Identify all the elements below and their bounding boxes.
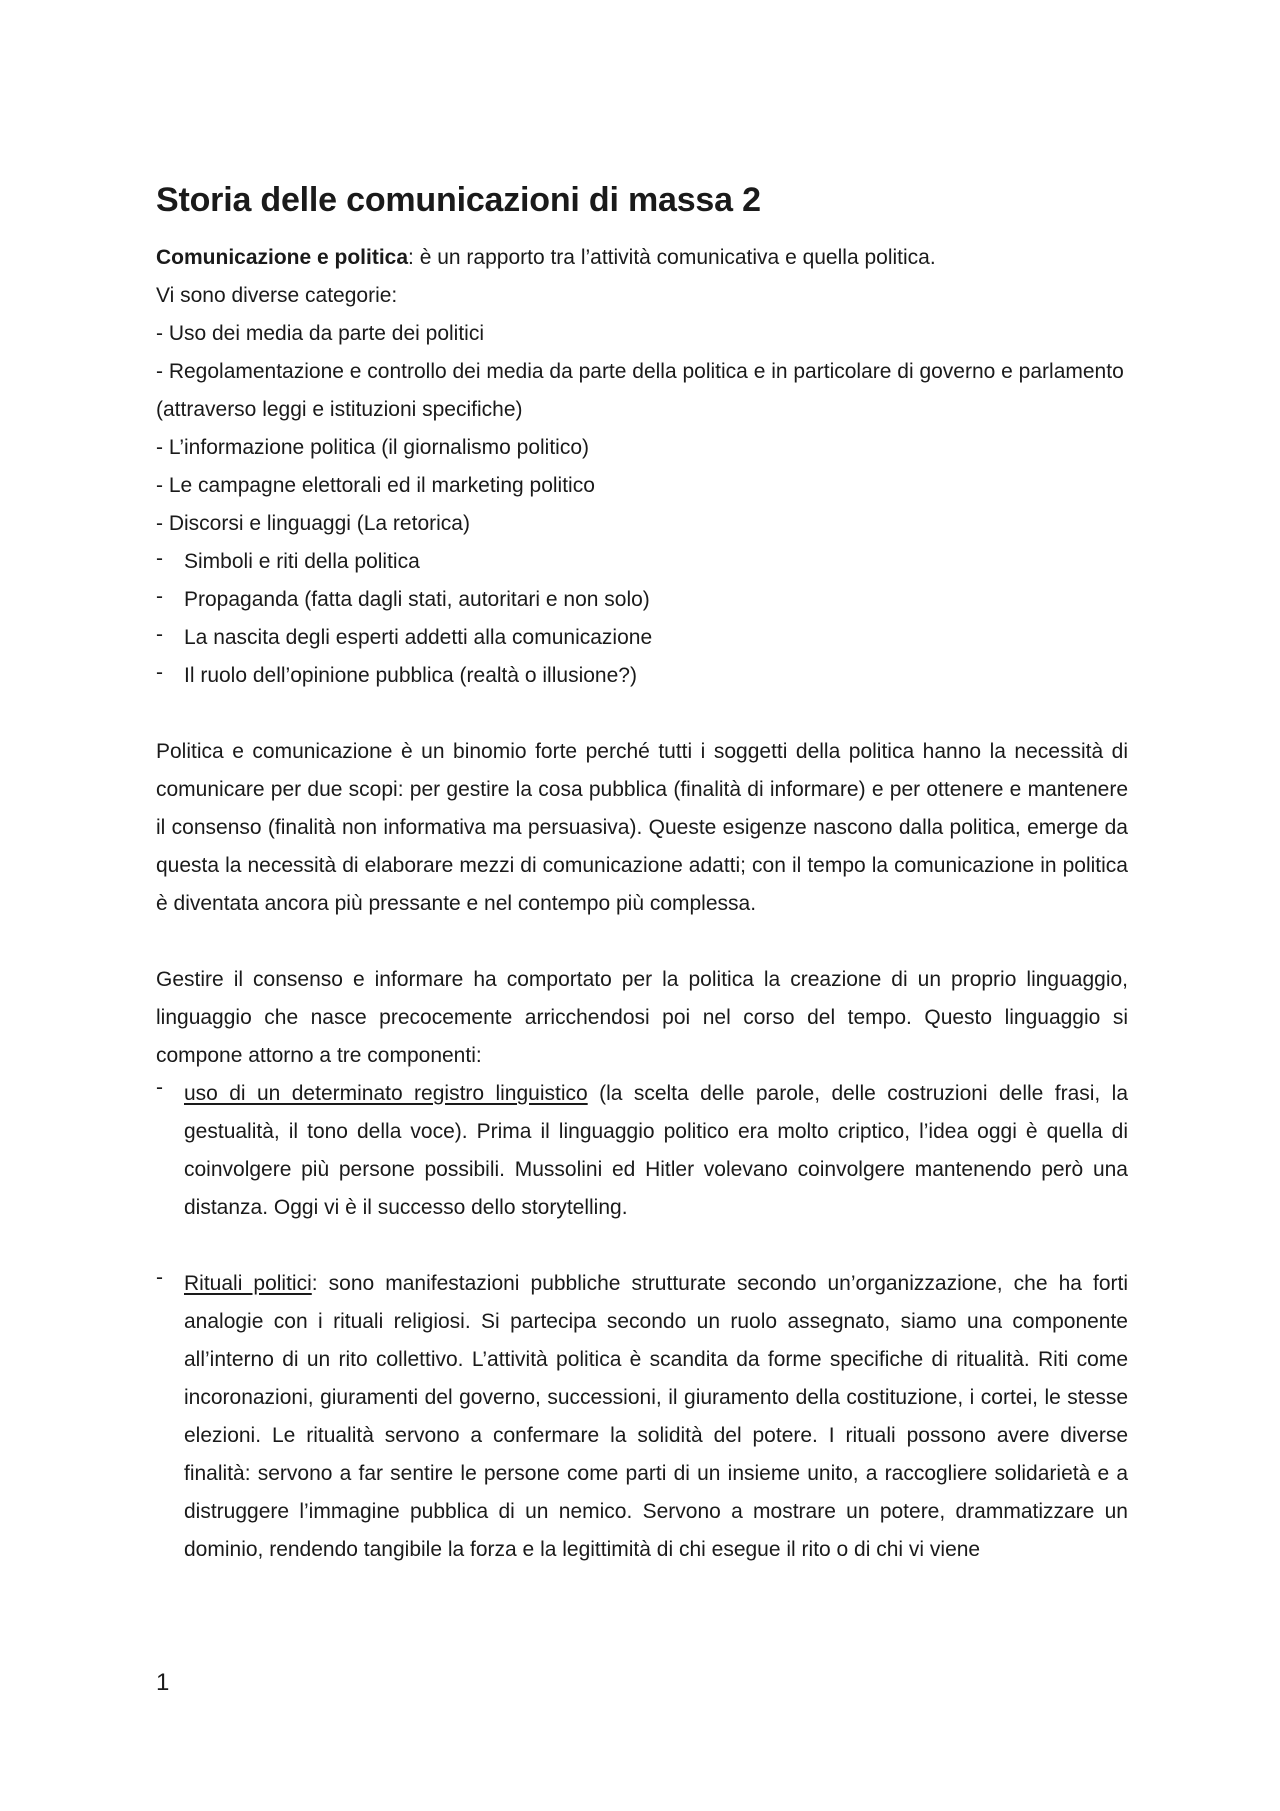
- document-page: [156, 178, 1128, 1569]
- component-term: Rituali politici: [184, 1272, 312, 1295]
- list-item-text: La nascita degli esperti addetti alla comunicazione: [184, 626, 653, 649]
- list-item: [156, 581, 1128, 619]
- component-text: (la scelta delle parole, delle costruzioni delle frasi, la gestualità, il tono della voce). Prima il linguaggio politico era molto criptico, l’idea oggi è quella di coinvolgere più persone possibili. Mussolini ed Hitler volevano coinvolgere mantenendo però una distanza. Oggi vi è il successo dello storytelling.: [184, 1082, 1128, 1219]
- page-number: 1: [156, 1669, 170, 1696]
- list-item: - Uso dei media da parte dei politici: [156, 322, 485, 345]
- categories-dashed-list: [156, 543, 1128, 695]
- dash-bullet: -: [156, 661, 163, 684]
- intro-term: Comunicazione e politica: [156, 246, 409, 269]
- categories-plain-list: [156, 315, 1128, 543]
- dash-bullet: -: [156, 585, 163, 608]
- categories-intro: Vi sono diverse categorie:: [156, 284, 398, 307]
- component-text: : sono manifestazioni pubbliche strutturate secondo un’organizzazione, che ha forti analogie con i rituali religiosi. Si partecipa secondo un ruolo assegnato, siamo una componente all’interno di un rito collettivo. L’attività politica è scandita da forme specifiche di ritualità. Riti come incoronazioni, giuramenti del governo, successioni, il giuramento della costituzione, i cortei, le stesse elezioni. Le ritualità servono a confermare la solidità del potere. I rituali possono avere diverse finalità: servono a far sentire le persone come parti di un insieme unito, a raccogliere solidarietà e a distruggere l’immagine pubblica di un nemico. Servono a mostrare un potere, drammatizzare un dominio, rendendo tangibile la forza e la legittimità di chi esegue il rito o di chi vi viene: [184, 1272, 1128, 1561]
- component-term: uso di un determinato registro linguistico: [184, 1082, 588, 1105]
- dash-bullet: -: [156, 547, 163, 570]
- spacer: [156, 1227, 1128, 1265]
- intro-rest: : è un rapporto tra l’attività comunicativa e quella politica.: [408, 246, 936, 269]
- list-item: [156, 543, 1128, 581]
- paragraph: Politica e comunicazione è un binomio forte perché tutti i soggetti della politica hanno la necessità di comunicare per due scopi: per gestire la cosa pubblica (finalità di informare) e per ottenere e mantenere il consenso (finalità non informativa ma persuasiva). Queste esigenze nascono dalla politica, emerge da questa la necessità di elaborare mezzi di comunicazione adatti; con il tempo la comunicazione in politica è diventata ancora più pressante e nel contempo più complessa.: [156, 740, 1128, 915]
- component-item: [156, 1265, 1128, 1569]
- paragraph: Gestire il consenso e informare ha comportato per la politica la creazione di un proprio linguaggio, linguaggio che nasce precocemente arricchendosi poi nel corso del tempo. Questo linguaggio si compone attorno a tre componenti:: [156, 968, 1128, 1067]
- list-item-text: Il ruolo dell’opinione pubblica (realtà o illusione?): [184, 664, 637, 687]
- dash-bullet: -: [156, 1266, 163, 1289]
- list-item-text: Simboli e riti della politica: [184, 550, 420, 573]
- document-title: Storia delle comunicazioni di massa 2: [156, 181, 761, 219]
- list-item: [156, 619, 1128, 657]
- intro-line: [156, 239, 1128, 277]
- dash-bullet: -: [156, 1076, 163, 1099]
- list-item: - Regolamentazione e controllo dei media da parte della politica e in particolare di governo e parlamento (attraverso leggi e istituzioni specifiche): [156, 360, 1124, 421]
- list-item: - L’informazione politica (il giornalismo politico): [156, 436, 590, 459]
- spacer: [156, 695, 1128, 733]
- list-item: - Le campagne elettorali ed il marketing politico: [156, 474, 595, 497]
- spacer: [156, 923, 1128, 961]
- list-item: - Discorsi e linguaggi (La retorica): [156, 512, 470, 535]
- dash-bullet: -: [156, 623, 163, 646]
- list-item-text: Propaganda (fatta dagli stati, autoritari e non solo): [184, 588, 650, 611]
- component-item: [156, 1075, 1128, 1227]
- list-item: [156, 657, 1128, 695]
